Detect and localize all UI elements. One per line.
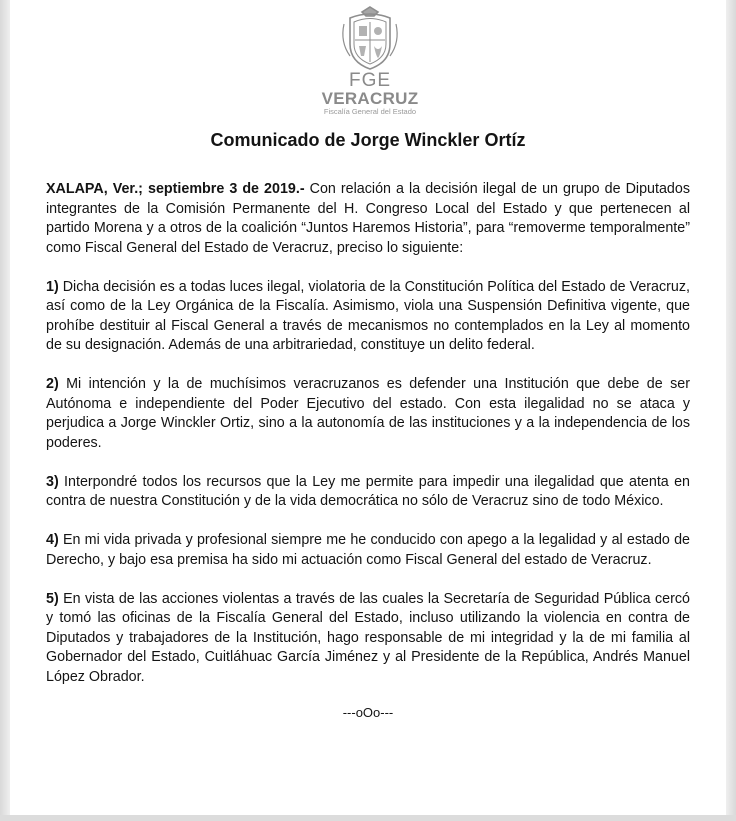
paragraph-lead: 1)	[46, 278, 59, 295]
paragraph-point-3	[46, 473, 690, 512]
paragraph-lead: 2)	[46, 376, 59, 392]
document-title: Comunicado de Jorge Winckler Ortíz	[210, 130, 526, 150]
page-shadow-left	[0, 0, 10, 821]
page-shadow-bottom	[0, 815, 736, 821]
paragraph-text: En mi vida privada y profesional siempre me he conducido con apego a la legalidad y al estado de Derecho, y bajo esa premisa ha sido mi actuación como Fiscal General del estado de Veracruz.	[46, 532, 690, 568]
veracruz-seal-icon	[338, 4, 402, 72]
paragraph-point-5	[46, 590, 690, 688]
document-body	[46, 180, 690, 722]
paragraph-lead: 5)	[46, 590, 59, 607]
page-shadow-right	[726, 0, 736, 821]
fge-logo	[318, 4, 422, 122]
logo-subtitle: Fiscalía General del Estado	[323, 107, 417, 116]
paragraph-text: Mi intención y la de muchísimos veracruzanos es defender una Institución que debe de ser Autónoma e independiente del Poder Ejecutivo del estado. Con esta ilegalidad no se ataca y perjudica a Jorge Winckler Ortiz, sino a la autonomía de las instituciones y a la independencia de los poderes.	[46, 376, 690, 451]
paragraph-text: En vista de las acciones violentas a través de las cuales la Secretaría de Seguridad Pública cercó y tomó las oficinas de la Fiscalía General del Estado, incluso utilizando la violencia en contra de Diputados y trabajadores de la Institución, hago responsable de mi integridad y la de mi familia al Gobernador del Estado, Cuitláhuac García Jiménez y al Presidente de la República, Andrés Manuel López Obrador.	[46, 590, 690, 685]
paragraph-intro	[46, 180, 690, 258]
paragraph-text: Dicha decisión es a todas luces ilegal, violatoria de la Constitución Política del Estado de Veracruz, así como de la Ley Orgánica de la Fiscalía. Asimismo, viola una Suspensión Definitiva vigente, que prohíbe destituir al Fiscal General a través de mecanismos no contemplados en la Ley al momento de su designación. Además de una arbitrariedad, constituye un delito federal.	[46, 278, 690, 353]
closing-mark: ---oOo---	[342, 704, 394, 720]
paragraph-lead: 3)	[46, 473, 59, 490]
logo-veracruz-text: VERACRUZ	[321, 89, 419, 108]
paragraph-lead: XALAPA, Ver.; septiembre 3 de 2019.-	[46, 181, 305, 197]
paragraph-lead: 4)	[46, 532, 59, 548]
logo-fge-text: FGE	[348, 70, 392, 91]
paragraph-text: Con relación a la decisión ilegal de un grupo de Diputados integrantes de la Comisión Permanente del H. Congreso Local del Estado y que pertenecen al partido Morena y a otros de la coalición “Juntos Haremos Historia”, para “removerme temporalmente” como Fiscal General del Estado de Veracruz, preciso lo siguiente:	[46, 181, 690, 256]
paragraph-point-1	[46, 278, 690, 356]
paragraph-point-4	[46, 531, 690, 570]
paragraph-text: Interpondré todos los recursos que la Ley me permite para impedir una ilegalidad que atenta en contra de nuestra Constitución y de la vida democrática no sólo de Veracruz sino de todo México.	[46, 473, 690, 509]
paragraph-point-2	[46, 375, 690, 453]
